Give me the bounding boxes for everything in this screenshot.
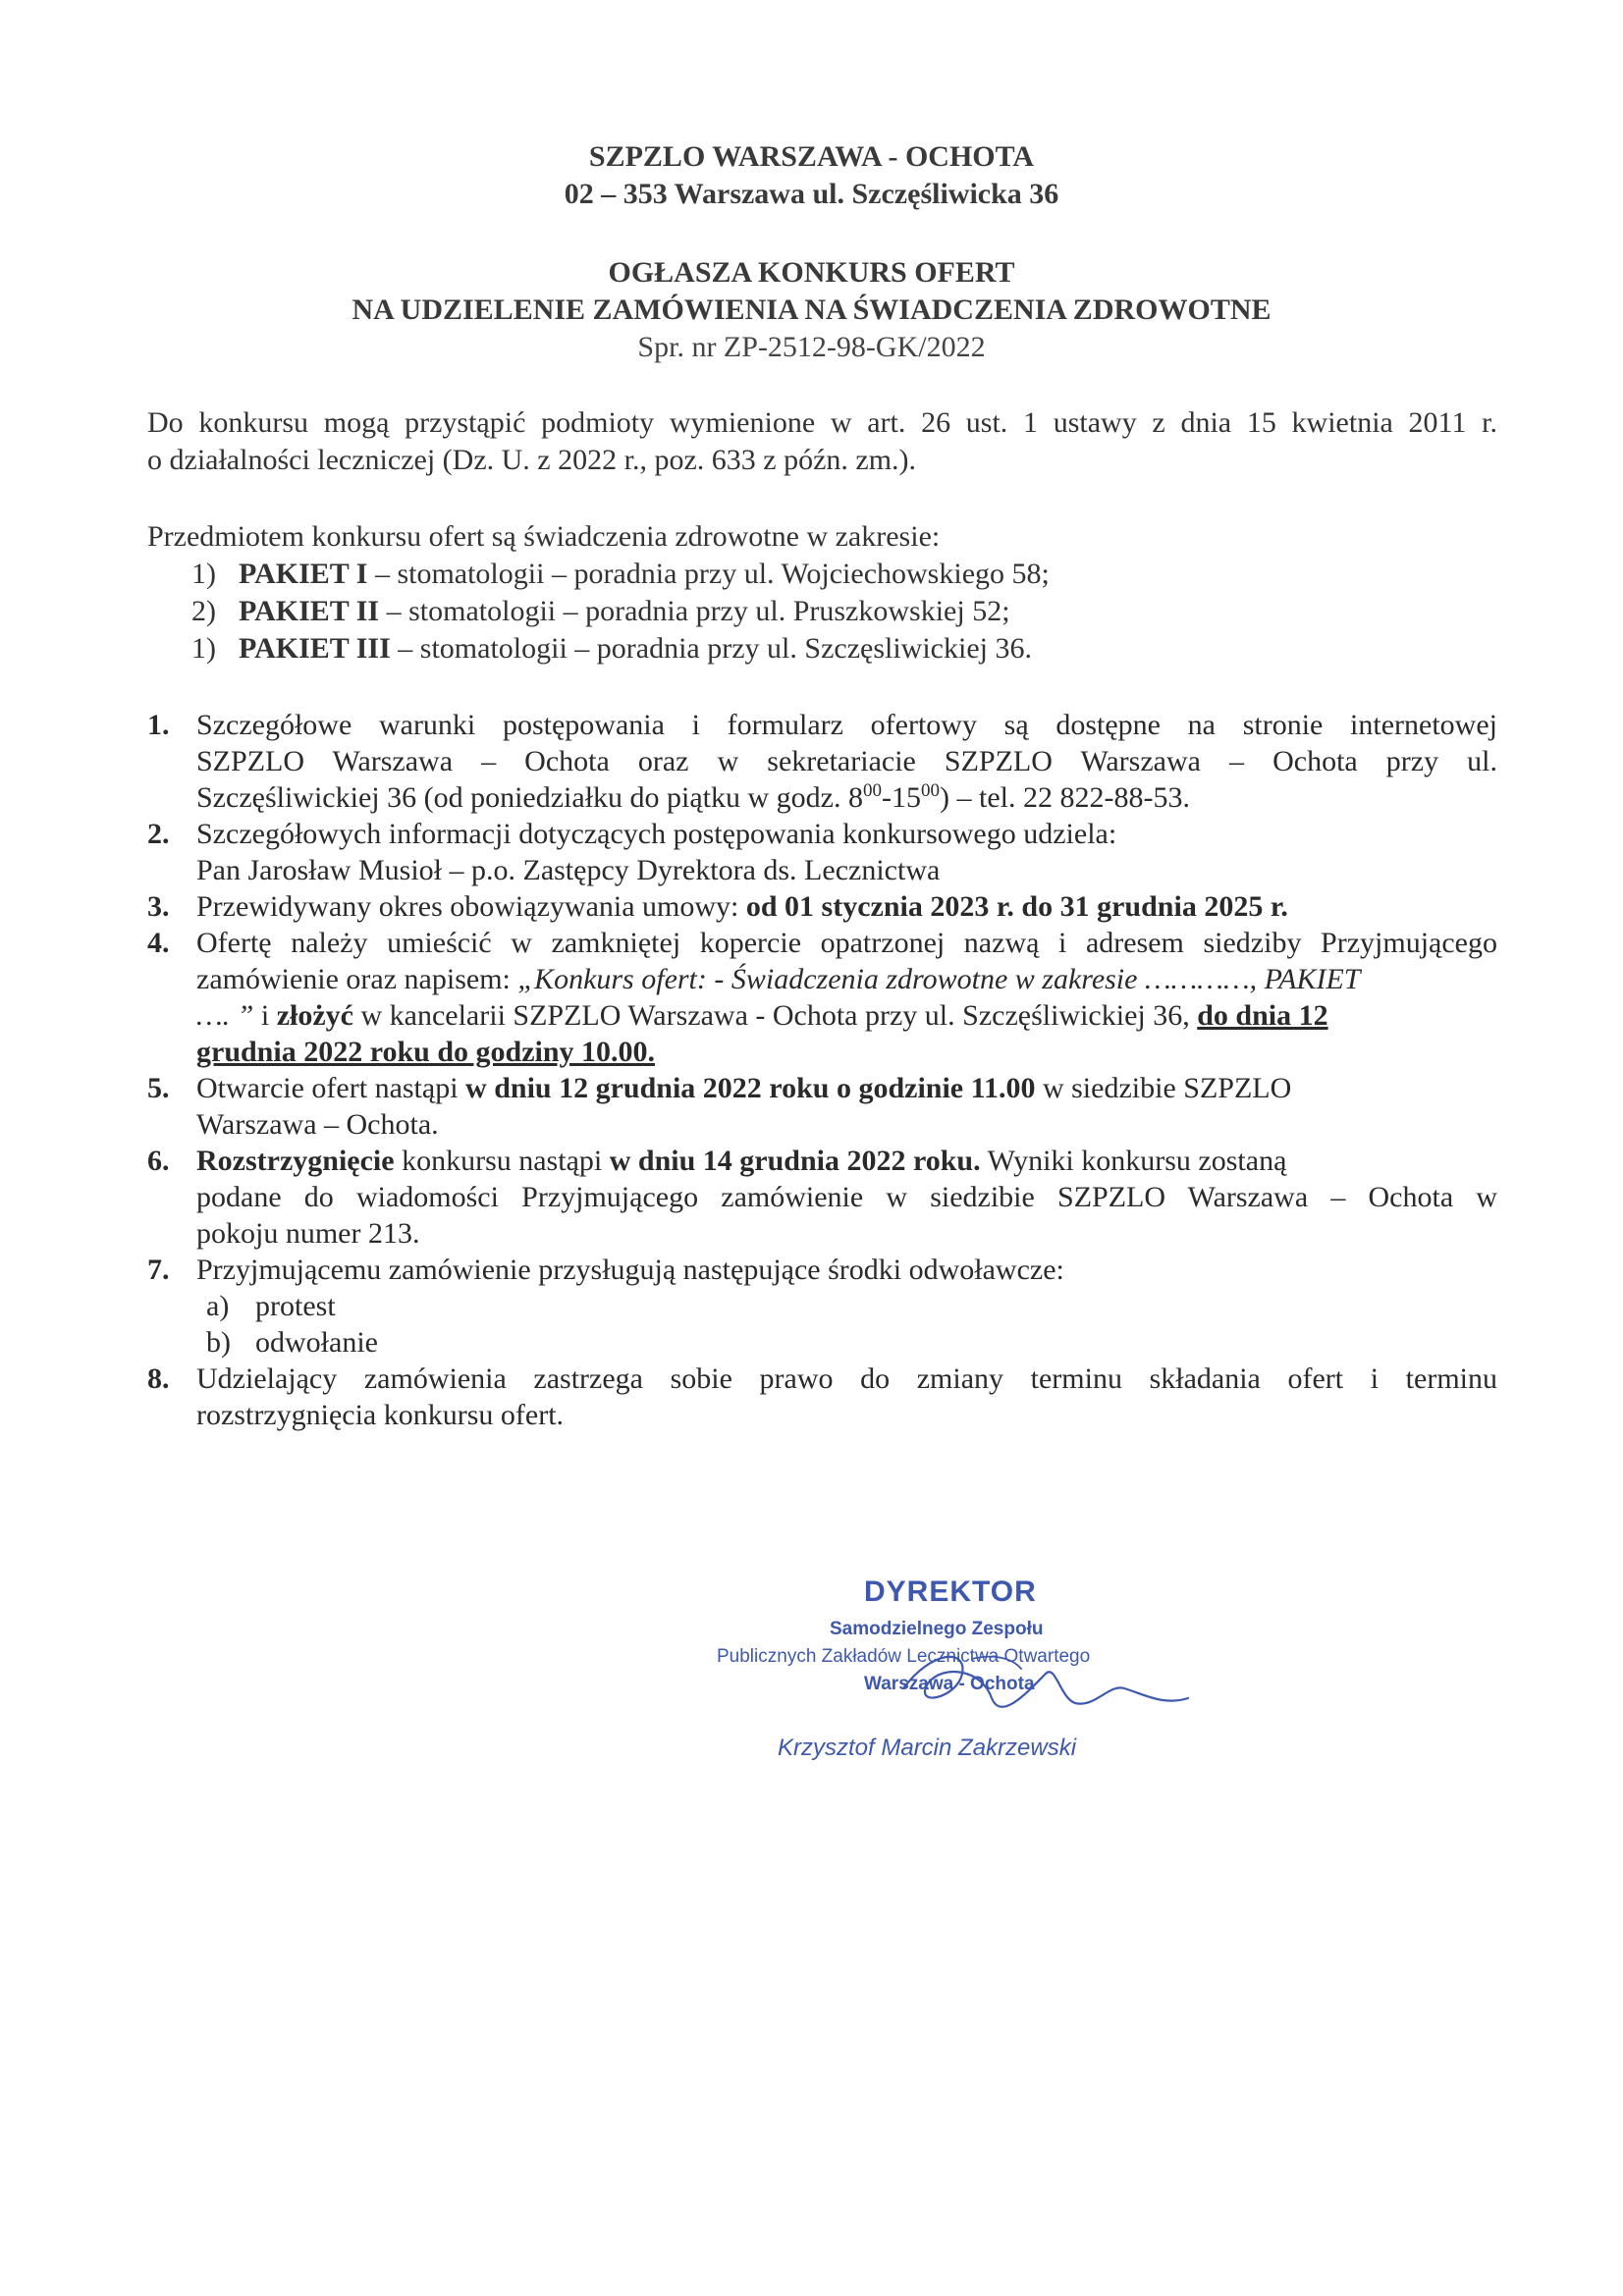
item-number: 6. [147, 1145, 170, 1177]
item-line: rozstrzygnięcia konkursu ofert. [196, 1399, 565, 1431]
item-line [196, 1034, 1497, 1070]
item-line: Szczegółowych informacji dotyczących postępowania konkursowego udziela: [196, 818, 1117, 850]
envelope-label: „Konkurs ofert: - Świadczenia zdrowotne w zakresie …………, PAKIET [517, 963, 1361, 995]
phone-text: ) – tel. 22 822-88-53. [940, 781, 1190, 814]
package-name: PAKIET II [239, 595, 380, 627]
list-item-1 [147, 707, 1497, 816]
list-item-5 [147, 1070, 1497, 1143]
remedy-item [206, 1324, 378, 1361]
item-line [196, 1143, 1497, 1179]
item-text: Wyniki konkursu zostaną [980, 1145, 1287, 1177]
stamp-line: Publicznych Zakładów Lecznictwa Otwartego [717, 1646, 1091, 1667]
handwritten-signature [874, 1629, 1198, 1737]
list-item-6 [147, 1143, 1497, 1252]
hours-text: -15 [882, 781, 921, 814]
stamp-line: Samodzielnego Zespołu [830, 1619, 1044, 1639]
item-line [196, 961, 1497, 997]
item-line: Ofertę należy umieścić w zamkniętej kopercie opatrzonej nazwą i adresem siedziby Przyjmującego [196, 927, 1497, 959]
item-text: zamówienie oraz napisem: [196, 963, 518, 995]
announcement-subtitle: NA UDZIELENIE ZAMÓWIENIA NA ŚWIADCZENIA ZDROWOTNE [352, 294, 1271, 326]
package-item [191, 630, 1032, 667]
remedy-number: a) [206, 1290, 230, 1322]
item-line: Udzielający zamówienia zastrzega sobie prawo do zmiany terminu składania ofert i terminu [196, 1362, 1497, 1395]
list-item-4 [147, 925, 1497, 1070]
list-item-8 [147, 1361, 1497, 1433]
package-name: PAKIET III [239, 632, 391, 665]
package-item [191, 593, 1010, 630]
item-number: 5. [147, 1072, 170, 1104]
deadline-text: do dnia 12 [1197, 999, 1328, 1032]
stamp-name: Krzysztof Marcin Zakrzewski [778, 1735, 1077, 1761]
intro-line: o działalności leczniczej (Dz. U. z 2022 r., poz. 633 z późn. zm.). [147, 444, 917, 476]
resolution-date: w dniu 14 grudnia 2022 roku. [609, 1145, 981, 1177]
list-item-3 [147, 888, 1497, 925]
envelope-label: …. ” [196, 999, 254, 1032]
item-line [196, 888, 1497, 925]
org-address: 02 – 353 Warszawa ul. Szczęśliwicka 36 [564, 178, 1059, 210]
item-number: 2. [147, 818, 170, 850]
item-line: Pan Jarosław Musioł – p.o. Zastępcy Dyrektora ds. Lecznictwa [196, 854, 941, 886]
package-item [191, 556, 1050, 593]
item-line: Przyjmującemu zamówienie przysługują następujące środki odwoławcze: [196, 1254, 1064, 1286]
opening-date: w dniu 12 grudnia 2022 roku o godzinie 11.00 [465, 1072, 1036, 1104]
item-number: 3. [147, 890, 170, 923]
item-line: Warszawa – Ochota. [196, 1108, 439, 1141]
package-text: – stomatologii – poradnia przy ul. Wojciechowskiego 58; [367, 558, 1050, 590]
item-emphasis: Rozstrzygnięcie [196, 1145, 395, 1177]
item-line: Szczegółowe warunki postępowania i formularz ofertowy są dostępne na stronie internetowej [196, 709, 1497, 741]
item-text: Otwarcie ofert nastąpi [196, 1072, 466, 1104]
item-line: SZPZLO Warszawa – Ochota oraz w sekretariacie SZPZLO Warszawa – Ochota przy ul. [196, 745, 1497, 777]
item-number: 7. [147, 1254, 170, 1286]
package-text: – stomatologii – poradnia przy ul. Szczęsliwickiej 36. [390, 632, 1032, 665]
remedy-number: b) [206, 1326, 231, 1359]
org-name: SZPZLO WARSZAWA - OCHOTA [588, 140, 1035, 173]
subject-lead-text: Przedmiotem konkursu ofert są świadczenia zdrowotne w zakresie: [147, 520, 941, 553]
intro-paragraph [147, 404, 1497, 479]
item-text: w siedzibie SZPZLO [1035, 1072, 1292, 1104]
remedy-item [206, 1288, 336, 1324]
remedy-text: protest [255, 1290, 336, 1322]
item-line [196, 997, 1497, 1034]
package-number: 1) [191, 632, 216, 665]
item-line [196, 1070, 1497, 1106]
item-line [196, 779, 1497, 816]
item-number: 1. [147, 709, 170, 741]
subject-lead [147, 518, 1497, 556]
announcement-title: OGŁASZA KONKURS OFERT [608, 256, 1015, 289]
item-text: konkursu nastąpi [394, 1145, 610, 1177]
item-text: w kancelarii SZPZLO Warszawa - Ochota przy ul. Szczęśliwickiej 36, [352, 999, 1198, 1032]
package-text: – stomatologii – poradnia przy ul. Pruszkowskiej 52; [379, 595, 1010, 627]
remedy-text: odwołanie [255, 1326, 378, 1359]
hours-text: Szczęśliwickiej 36 (od poniedziałku do piątku w godz. 8 [196, 781, 863, 814]
package-name: PAKIET I [239, 558, 368, 590]
stamp-line: Warszawa - Ochota [864, 1674, 1035, 1694]
item-line: pokoju numer 213. [196, 1217, 420, 1250]
list-item-7 [147, 1252, 1497, 1288]
item-text: Przewidywany okres obowiązywania umowy: [196, 890, 746, 923]
item-text: i [253, 999, 277, 1032]
package-number: 2) [191, 595, 216, 627]
stamp-title: DYREKTOR [864, 1575, 1037, 1608]
hours-sup: 00 [863, 780, 882, 801]
list-item-2 [147, 816, 1497, 888]
item-number: 8. [147, 1362, 170, 1395]
deadline-text: grudnia 2022 roku do godziny 10.00. [196, 1036, 656, 1068]
hours-sup: 00 [921, 780, 940, 801]
item-number: 4. [147, 927, 170, 959]
contract-period: od 01 stycznia 2023 r. do 31 grudnia 2025 r. [745, 890, 1288, 923]
case-number: Spr. nr ZP-2512-98-GK/2022 [637, 331, 986, 363]
intro-line: Do konkursu mogą przystąpić podmioty wymienione w art. 26 ust. 1 ustawy z dnia 15 kwietnia 2011 r. [147, 406, 1497, 439]
package-number: 1) [191, 558, 216, 590]
item-line: podane do wiadomości Przyjmującego zamówienie w siedzibie SZPZLO Warszawa – Ochota w [196, 1181, 1497, 1213]
item-emphasis: złożyć [276, 999, 353, 1032]
